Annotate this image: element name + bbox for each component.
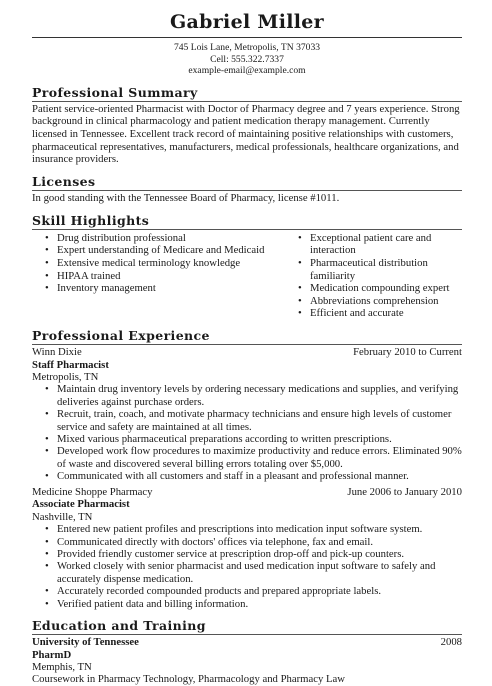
list-item: • Recruit, train, coach, and motivate pharmacy technicians and ensure high levels of customer service and safety are maintained at all times.	[57, 408, 462, 433]
list-item: • Medication compounding expert	[310, 282, 462, 295]
contact-email: example-email@example.com	[188, 65, 306, 76]
job-header	[32, 486, 462, 499]
list-item: • Developed work flow procedures to maximize productivity and reduce errors. Eliminated 90% of waste and discovered several billing errors totaling over $5,000.	[57, 445, 462, 470]
list-item: • Entered new patient profiles and prescriptions into medication input software system.	[57, 523, 462, 535]
contact-address: 745 Lois Lane, Metropolis, TN 37033	[173, 42, 321, 53]
education-degree: PharmD	[32, 648, 72, 661]
list-item: • Exceptional patient care and interaction	[310, 232, 462, 257]
section-divider	[32, 190, 462, 191]
job-location: Metropolis, TN	[32, 370, 99, 383]
list-item: • Extensive medical terminology knowledge	[57, 257, 285, 270]
job-bullets	[32, 523, 462, 610]
job-role: Associate Pharmacist	[32, 498, 130, 511]
job-location: Nashville, TN	[32, 510, 93, 523]
section-divider	[32, 344, 462, 345]
list-item: • Communicated with all customers and staff in a pleasant and professional manner.	[57, 470, 462, 482]
list-item: • Inventory management	[57, 282, 285, 295]
section-title-licenses: Licenses	[32, 174, 96, 190]
section-divider	[32, 634, 462, 635]
skills-right-column	[285, 232, 462, 320]
skills-left-column	[32, 232, 285, 320]
list-item: • Mixed various pharmaceutical preparations according to written prescriptions.	[57, 433, 462, 445]
job-company: Winn Dixie	[32, 345, 82, 358]
list-item: • Efficient and accurate	[310, 307, 462, 320]
education-school: University of Tennessee	[32, 635, 139, 648]
education-location: Memphis, TN	[32, 660, 92, 673]
section-title-summary: Professional Summary	[32, 84, 198, 100]
job-header	[32, 346, 462, 359]
list-item: • Worked closely with senior pharmacist and used medication input software to safely and accurately dispense medication.	[57, 560, 462, 585]
section-title-experience: Professional Experience	[32, 327, 210, 343]
header-divider	[32, 37, 462, 38]
job-role: Staff Pharmacist	[32, 358, 109, 371]
skills-list	[32, 232, 462, 320]
licenses-text: In good standing with the Tennessee Board of Pharmacy, license #1011.	[32, 192, 340, 205]
list-item: • Drug distribution professional	[57, 232, 285, 245]
education-year: 2008	[440, 635, 462, 648]
job-dates: February 2010 to Current	[353, 345, 462, 358]
job-entry	[32, 486, 462, 610]
list-item: • Provided friendly customer service at prescription drop-off and pick-up counters.	[57, 548, 462, 560]
education-header	[32, 636, 462, 649]
section-divider	[32, 229, 462, 230]
section-title-skills: Skill Highlights	[32, 212, 150, 228]
summary-text: Patient service-oriented Pharmacist with Doctor of Pharmacy degree and 7 years experience. Strong background in clinical pharmacology and patient medication therapy management. Currently licensed in Tennessee. Excellent track record of maintaining positive relationships with customers, pharmaceutical representatives, manufacturers, medical professionals, healthcare organizations, and insurance providers.	[32, 102, 460, 166]
list-item: • Verified patient data and billing information.	[57, 598, 462, 610]
list-item: • Expert understanding of Medicare and Medicaid	[57, 244, 285, 257]
job-entry	[32, 346, 462, 483]
job-bullets	[32, 383, 462, 482]
job-company: Medicine Shoppe Pharmacy	[32, 485, 153, 498]
list-item: • Communicated directly with doctors' offices via telephone, fax and email.	[57, 536, 462, 548]
list-item: • HIPAA trained	[57, 270, 285, 283]
contact-cell: Cell: 555.322.7337	[210, 53, 284, 65]
list-item: • Pharmaceutical distribution familiarity	[310, 257, 462, 282]
list-item: • Maintain drug inventory levels by ordering necessary medications and supplies, and verifying deliveries against purchase orders.	[57, 383, 462, 408]
job-dates: June 2006 to January 2010	[347, 485, 462, 498]
list-item: • Abbreviations comprehension	[310, 295, 462, 308]
candidate-name: Gabriel Miller	[170, 11, 324, 33]
education-coursework: Coursework in Pharmacy Technology, Pharmacology and Pharmacy Law	[32, 673, 345, 686]
list-item: • Accurately recorded compounded products and prepared appropriate labels.	[57, 585, 462, 597]
section-title-education: Education and Training	[32, 617, 206, 633]
section-divider	[32, 101, 462, 102]
